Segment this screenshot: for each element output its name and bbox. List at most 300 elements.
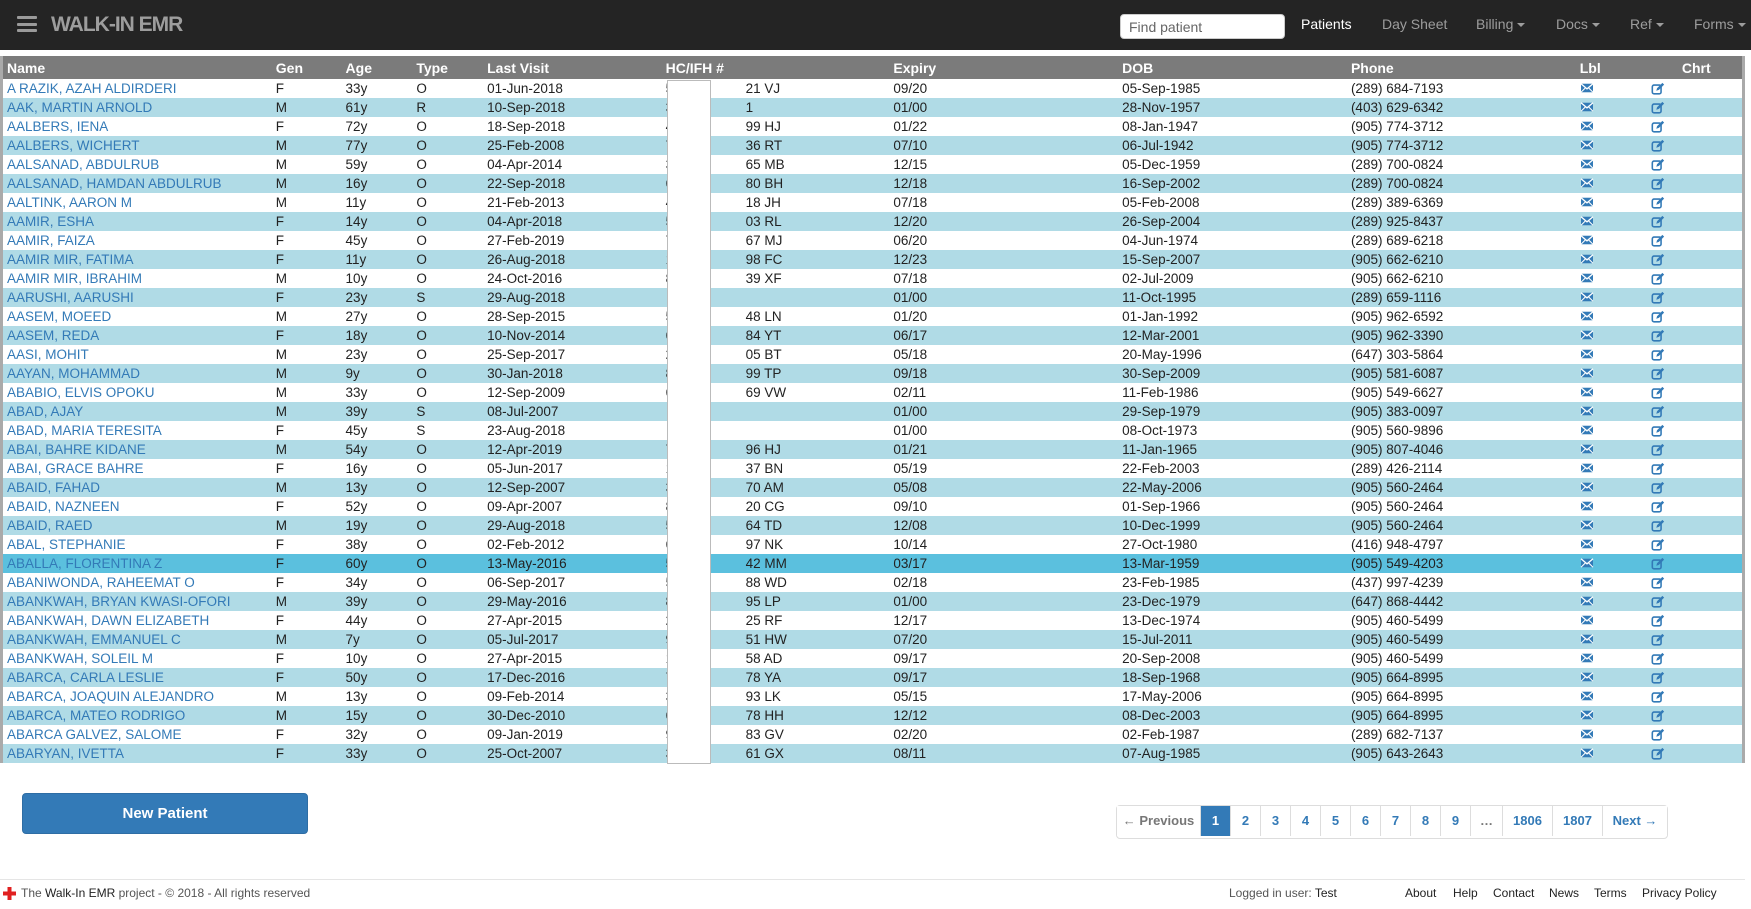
page-button[interactable]: 3: [1261, 806, 1291, 836]
page-button[interactable]: 4: [1291, 806, 1321, 836]
cell-name[interactable]: [3, 364, 272, 383]
patient-name-link[interactable]: ABABIO, ELVIS OPOKU: [7, 385, 155, 400]
page-button[interactable]: 5: [1321, 806, 1351, 836]
cell-dob: 07-Aug-1985: [1118, 744, 1347, 763]
cell-type: O: [412, 79, 483, 98]
cell-chrt: [1647, 250, 1743, 269]
patient-name-link[interactable]: ABAID, RAED: [7, 518, 93, 533]
page-button[interactable]: 1807: [1553, 806, 1603, 836]
edit-chart-icon[interactable]: [1651, 538, 1667, 552]
table-row[interactable]: [3, 744, 1742, 763]
hc-suffix: 95 LP: [745, 594, 781, 609]
table-row[interactable]: [3, 725, 1742, 744]
patient-name-link[interactable]: ABANKWAH, SOLEIL M: [7, 651, 154, 666]
cell-name[interactable]: [3, 573, 272, 592]
cell-age: 11y: [342, 250, 413, 269]
cell-phone: (289) 689-6218: [1347, 231, 1576, 250]
envelope-icon[interactable]: [1580, 310, 1596, 324]
cell-dob: 08-Jan-1947: [1118, 117, 1347, 136]
envelope-icon[interactable]: [1580, 633, 1596, 647]
envelope-icon[interactable]: [1580, 595, 1596, 609]
table-row[interactable]: [3, 573, 1742, 592]
envelope-icon[interactable]: [1580, 215, 1596, 229]
edit-chart-icon[interactable]: [1651, 405, 1667, 419]
edit-chart-icon[interactable]: [1651, 519, 1667, 533]
footer-copyright: The Walk-In EMR project - © 2018 - All rights reserved: [21, 886, 311, 900]
patient-name-link[interactable]: ABARCA GALVEZ, SALOME: [7, 727, 182, 742]
table-row[interactable]: [3, 98, 1742, 117]
edit-chart-icon[interactable]: [1651, 158, 1667, 172]
cell-expiry: 02/20: [889, 725, 1118, 744]
header-expiry[interactable]: Expiry: [889, 56, 1118, 79]
envelope-icon[interactable]: [1580, 272, 1596, 286]
patient-name-link[interactable]: ABANKWAH, EMMANUEL C: [7, 632, 181, 647]
cell-name[interactable]: [3, 402, 272, 421]
patient-name-link[interactable]: ABARYAN, IVETTA: [7, 746, 125, 761]
envelope-icon[interactable]: [1580, 139, 1596, 153]
cell-type: O: [412, 573, 483, 592]
cell-lbl: [1576, 155, 1647, 174]
next-page-button[interactable]: Next →: [1603, 806, 1667, 836]
table-row[interactable]: [3, 554, 1742, 573]
envelope-icon[interactable]: [1580, 671, 1596, 685]
cell-name[interactable]: [3, 155, 272, 174]
patient-name-link[interactable]: ABANKWAH, DAWN ELIZABETH: [7, 613, 210, 628]
edit-chart-icon[interactable]: [1651, 348, 1667, 362]
cell-phone: (289) 389-6369: [1347, 193, 1576, 212]
page-button[interactable]: 6: [1351, 806, 1381, 836]
cell-expiry: 10/14: [889, 535, 1118, 554]
nav-day-sheet[interactable]: Day Sheet: [1382, 16, 1448, 32]
footer-privacy-link[interactable]: Privacy Policy: [1642, 886, 1717, 900]
envelope-icon[interactable]: [1580, 519, 1596, 533]
envelope-icon[interactable]: [1580, 291, 1596, 305]
cell-gender: F: [272, 117, 342, 136]
cell-name[interactable]: [3, 535, 272, 554]
cell-type: O: [412, 516, 483, 535]
table-row[interactable]: [3, 345, 1742, 364]
cell-name[interactable]: [3, 478, 272, 497]
cell-name[interactable]: [3, 307, 272, 326]
cell-age: 23y: [342, 345, 413, 364]
table-row[interactable]: [3, 535, 1742, 554]
edit-chart-icon[interactable]: [1651, 557, 1667, 571]
envelope-icon[interactable]: [1580, 196, 1596, 210]
cell-age: 19y: [342, 516, 413, 535]
edit-chart-icon[interactable]: [1651, 177, 1667, 191]
cell-phone: (905) 560-2464: [1347, 497, 1576, 516]
patient-name-link[interactable]: ABARCA, JOAQUIN ALEJANDRO: [7, 689, 215, 704]
cell-expiry: 01/00: [889, 288, 1118, 307]
envelope-icon[interactable]: [1580, 709, 1596, 723]
table-row[interactable]: [3, 136, 1742, 155]
cell-name[interactable]: [3, 136, 272, 155]
envelope-icon[interactable]: [1580, 690, 1596, 704]
cell-type: O: [412, 345, 483, 364]
cell-phone: (905) 774-3712: [1347, 117, 1576, 136]
envelope-icon[interactable]: [1580, 253, 1596, 267]
table-row[interactable]: [3, 440, 1742, 459]
patient-name-link[interactable]: AASEM, REDA: [7, 328, 100, 343]
cell-chrt: [1647, 554, 1743, 573]
chevron-down-icon: [1738, 23, 1746, 27]
envelope-icon[interactable]: [1580, 329, 1596, 343]
table-row[interactable]: [3, 687, 1742, 706]
envelope-icon[interactable]: [1580, 82, 1596, 96]
table-row[interactable]: [3, 326, 1742, 345]
envelope-icon[interactable]: [1580, 158, 1596, 172]
envelope-icon[interactable]: [1580, 348, 1596, 362]
cell-name[interactable]: [3, 725, 272, 744]
nav-patients[interactable]: Patients: [1301, 16, 1352, 32]
cell-gender: F: [272, 326, 342, 345]
patient-name-link[interactable]: ABARCA, MATEO RODRIGO: [7, 708, 186, 723]
cell-gender: M: [272, 383, 342, 402]
cell-dob: 22-Feb-2003: [1118, 459, 1347, 478]
cell-age: 27y: [342, 307, 413, 326]
cell-name[interactable]: [3, 497, 272, 516]
patient-name-link[interactable]: AALTINK, AARON M: [7, 195, 133, 210]
edit-chart-icon[interactable]: [1651, 253, 1667, 267]
edit-chart-icon[interactable]: [1651, 329, 1667, 343]
cell-name[interactable]: [3, 79, 272, 98]
page-button[interactable]: 7: [1381, 806, 1411, 836]
cell-type: S: [412, 288, 483, 307]
patient-table: [3, 56, 1742, 763]
top-navbar: [0, 0, 1751, 50]
patient-name-link[interactable]: ABAD, AJAY: [7, 404, 84, 419]
cell-name[interactable]: [3, 706, 272, 725]
table-row[interactable]: [3, 288, 1742, 307]
table-row[interactable]: [3, 706, 1742, 725]
cell-type: O: [412, 497, 483, 516]
edit-chart-icon[interactable]: [1651, 576, 1667, 590]
patient-name-link[interactable]: A RAZIK, AZAH ALDIRDERI: [7, 81, 177, 96]
cell-dob: 02-Jul-2009: [1118, 269, 1347, 288]
patient-name-link[interactable]: ABAD, MARIA TERESITA: [7, 423, 162, 438]
cell-chrt: [1647, 706, 1743, 725]
envelope-icon[interactable]: [1580, 614, 1596, 628]
cell-name[interactable]: [3, 630, 272, 649]
cell-name[interactable]: [3, 744, 272, 763]
edit-chart-icon[interactable]: [1651, 652, 1667, 666]
patient-name-link[interactable]: AAMIR, FAIZA: [7, 233, 95, 248]
patient-name-link[interactable]: AAYAN, MOHAMMAD: [7, 366, 141, 381]
patient-name-link[interactable]: ABALLA, FLORENTINA Z: [7, 556, 163, 571]
cell-chrt: [1647, 573, 1743, 592]
page-button[interactable]: 9: [1441, 806, 1471, 836]
cell-gender: M: [272, 345, 342, 364]
edit-chart-icon[interactable]: [1651, 671, 1667, 685]
envelope-icon[interactable]: [1580, 500, 1596, 514]
cell-type: O: [412, 155, 483, 174]
cell-name[interactable]: [3, 117, 272, 136]
nav-ref[interactable]: Ref: [1630, 16, 1664, 32]
cell-name[interactable]: [3, 269, 272, 288]
cell-last-visit: 27-Feb-2019: [483, 231, 662, 250]
table-row[interactable]: [3, 649, 1742, 668]
chevron-down-icon: [1656, 23, 1664, 27]
patient-name-link[interactable]: ABAID, FAHAD: [7, 480, 101, 495]
cell-name[interactable]: [3, 345, 272, 364]
envelope-icon[interactable]: [1580, 747, 1596, 761]
header-last-visit[interactable]: Last Visit: [483, 56, 662, 79]
patient-name-link[interactable]: AARUSHI, AARUSHI: [7, 290, 134, 305]
envelope-icon[interactable]: [1580, 557, 1596, 571]
edit-chart-icon[interactable]: [1651, 614, 1667, 628]
cell-name[interactable]: [3, 649, 272, 668]
table-row[interactable]: [3, 79, 1742, 98]
patient-name-link[interactable]: ABAI, BAHRE KIDANE: [7, 442, 146, 457]
hc-suffix: 88 WD: [745, 575, 787, 590]
table-row[interactable]: [3, 193, 1742, 212]
page-button[interactable]: 1: [1201, 806, 1231, 836]
find-patient-input[interactable]: [1120, 14, 1285, 39]
table-row[interactable]: [3, 155, 1742, 174]
cell-phone: (403) 629-6342: [1347, 98, 1576, 117]
table-row[interactable]: [3, 630, 1742, 649]
cell-phone: (289) 426-2114: [1347, 459, 1576, 478]
cell-name[interactable]: [3, 212, 272, 231]
table-row[interactable]: [3, 421, 1742, 440]
edit-chart-icon[interactable]: [1651, 139, 1667, 153]
table-row[interactable]: [3, 212, 1742, 231]
cell-age: 7y: [342, 630, 413, 649]
envelope-icon[interactable]: [1580, 576, 1596, 590]
edit-chart-icon[interactable]: [1651, 196, 1667, 210]
footer-news-link[interactable]: News: [1549, 886, 1580, 900]
cell-last-visit: 08-Jul-2007: [483, 402, 662, 421]
header-hc[interactable]: HC/IFH #: [662, 56, 890, 79]
table-row[interactable]: [3, 250, 1742, 269]
brand-logo[interactable]: WALK-IN EMR: [51, 13, 183, 36]
cell-expiry: 06/20: [889, 231, 1118, 250]
new-patient-button[interactable]: New Patient: [22, 793, 308, 834]
edit-chart-icon[interactable]: [1651, 386, 1667, 400]
envelope-icon[interactable]: [1580, 101, 1596, 115]
table-row[interactable]: [3, 383, 1742, 402]
cell-name[interactable]: [3, 554, 272, 573]
header-gen[interactable]: Gen: [272, 56, 342, 79]
hc-suffix: 48 LN: [745, 309, 782, 324]
footer-about-link[interactable]: About: [1405, 886, 1437, 900]
edit-chart-icon[interactable]: [1651, 215, 1667, 229]
patient-name-link[interactable]: AAMIR MIR, IBRAHIM: [7, 271, 143, 286]
envelope-icon[interactable]: [1580, 177, 1596, 191]
patient-name-link[interactable]: AASI, MOHIT: [7, 347, 89, 362]
header-type[interactable]: Type: [412, 56, 483, 79]
edit-chart-icon[interactable]: [1651, 500, 1667, 514]
cell-expiry: 12/08: [889, 516, 1118, 535]
edit-chart-icon[interactable]: [1651, 481, 1667, 495]
header-phone[interactable]: Phone: [1347, 56, 1576, 79]
table-row[interactable]: [3, 364, 1742, 383]
cell-gender: M: [272, 630, 342, 649]
cell-type: O: [412, 668, 483, 687]
edit-chart-icon[interactable]: [1651, 595, 1667, 609]
edit-chart-icon[interactable]: [1651, 234, 1667, 248]
edit-chart-icon[interactable]: [1651, 367, 1667, 381]
page-button[interactable]: 2: [1231, 806, 1261, 836]
cell-type: O: [412, 231, 483, 250]
edit-chart-icon[interactable]: [1651, 120, 1667, 134]
prev-page-button[interactable]: ← Previous: [1117, 806, 1201, 836]
patient-name-link[interactable]: ABAID, NAZNEEN: [7, 499, 120, 514]
edit-chart-icon[interactable]: [1651, 291, 1667, 305]
envelope-icon[interactable]: [1580, 728, 1596, 742]
patient-name-link[interactable]: ABANIWONDA, RAHEEMAT O: [7, 575, 195, 590]
cell-last-visit: 27-Apr-2015: [483, 611, 662, 630]
patient-name-link[interactable]: ABANKWAH, BRYAN KWASI-OFORI: [7, 594, 231, 609]
cell-expiry: 12/23: [889, 250, 1118, 269]
cell-age: 52y: [342, 497, 413, 516]
cell-phone: (905) 662-6210: [1347, 250, 1576, 269]
cell-name[interactable]: [3, 250, 272, 269]
nav-docs[interactable]: Docs: [1556, 16, 1600, 32]
patient-name-link[interactable]: AALSANAD, ABDULRUB: [7, 157, 160, 172]
cell-name[interactable]: [3, 611, 272, 630]
patient-name-link[interactable]: AAMIR, ESHA: [7, 214, 95, 229]
table-row[interactable]: [3, 117, 1742, 136]
cell-gender: M: [272, 269, 342, 288]
edit-chart-icon[interactable]: [1651, 690, 1667, 704]
cell-phone: (905) 774-3712: [1347, 136, 1576, 155]
edit-chart-icon[interactable]: [1651, 709, 1667, 723]
cell-last-visit: 26-Aug-2018: [483, 250, 662, 269]
edit-chart-icon[interactable]: [1651, 443, 1667, 457]
menu-icon[interactable]: [17, 16, 37, 32]
envelope-icon[interactable]: [1580, 538, 1596, 552]
cell-name[interactable]: [3, 231, 272, 250]
nav-forms[interactable]: Forms: [1694, 16, 1746, 32]
cell-gender: M: [272, 193, 342, 212]
cell-chrt: [1647, 744, 1743, 763]
patient-name-link[interactable]: AALBERS, WICHERT: [7, 138, 140, 153]
header-dob[interactable]: DOB: [1118, 56, 1347, 79]
hc-suffix: 64 TD: [745, 518, 783, 533]
page-button[interactable]: 8: [1411, 806, 1441, 836]
cell-name[interactable]: [3, 193, 272, 212]
cell-lbl: [1576, 459, 1647, 478]
cell-age: 16y: [342, 459, 413, 478]
envelope-icon[interactable]: [1580, 120, 1596, 134]
edit-chart-icon[interactable]: [1651, 82, 1667, 96]
cell-name[interactable]: [3, 516, 272, 535]
table-row[interactable]: [3, 611, 1742, 630]
cell-lbl: [1576, 554, 1647, 573]
edit-chart-icon[interactable]: [1651, 101, 1667, 115]
table-row[interactable]: [3, 174, 1742, 193]
patient-name-link[interactable]: ABAL, STEPHANIE: [7, 537, 126, 552]
envelope-icon[interactable]: [1580, 443, 1596, 457]
edit-chart-icon[interactable]: [1651, 728, 1667, 742]
cell-phone: (289) 700-0824: [1347, 155, 1576, 174]
hc-suffix: 58 AD: [745, 651, 783, 666]
edit-chart-icon[interactable]: [1651, 462, 1667, 476]
cell-name[interactable]: [3, 668, 272, 687]
table-row[interactable]: [3, 269, 1742, 288]
hc-suffix: 61 GX: [745, 746, 784, 761]
cell-lbl: [1576, 174, 1647, 193]
envelope-icon[interactable]: [1580, 405, 1596, 419]
envelope-icon[interactable]: [1580, 424, 1596, 438]
table-row[interactable]: [3, 592, 1742, 611]
patient-name-link[interactable]: AASEM, MOEED: [7, 309, 112, 324]
cell-last-visit: 04-Apr-2014: [483, 155, 662, 174]
cell-dob: 27-Oct-1980: [1118, 535, 1347, 554]
cell-lbl: [1576, 687, 1647, 706]
cell-phone: (647) 303-5864: [1347, 345, 1576, 364]
cell-name[interactable]: [3, 383, 272, 402]
patient-name-link[interactable]: AALSANAD, HAMDAN ABDULRUB: [7, 176, 222, 191]
footer-contact-link[interactable]: Contact: [1493, 886, 1535, 900]
cell-age: 33y: [342, 744, 413, 763]
edit-chart-icon[interactable]: [1651, 424, 1667, 438]
edit-chart-icon[interactable]: [1651, 272, 1667, 286]
patient-name-link[interactable]: AALBERS, IENA: [7, 119, 109, 134]
patient-name-link[interactable]: ABARCA, CARLA LESLIE: [7, 670, 164, 685]
patient-name-link[interactable]: AAMIR MIR, FATIMA: [7, 252, 134, 267]
edit-chart-icon[interactable]: [1651, 310, 1667, 324]
table-row[interactable]: [3, 459, 1742, 478]
cell-name[interactable]: [3, 174, 272, 193]
cell-name[interactable]: [3, 592, 272, 611]
cell-name[interactable]: [3, 687, 272, 706]
table-row[interactable]: [3, 668, 1742, 687]
cell-name[interactable]: [3, 459, 272, 478]
envelope-icon[interactable]: [1580, 652, 1596, 666]
cell-phone: (416) 948-4797: [1347, 535, 1576, 554]
envelope-icon[interactable]: [1580, 481, 1596, 495]
edit-chart-icon[interactable]: [1651, 747, 1667, 761]
cell-last-visit: 24-Oct-2016: [483, 269, 662, 288]
patient-name-link[interactable]: ABAI, GRACE BAHRE: [7, 461, 144, 476]
header-name[interactable]: Name: [3, 56, 272, 79]
cell-name[interactable]: [3, 440, 272, 459]
cell-lbl: [1576, 706, 1647, 725]
footer-help-link[interactable]: Help: [1453, 886, 1478, 900]
hc-suffix: 97 NK: [745, 537, 784, 552]
page-button[interactable]: 1806: [1503, 806, 1553, 836]
cell-name[interactable]: [3, 326, 272, 345]
cell-type: O: [412, 117, 483, 136]
nav-billing[interactable]: Billing: [1476, 16, 1525, 32]
edit-chart-icon[interactable]: [1651, 633, 1667, 647]
table-row[interactable]: [3, 231, 1742, 250]
table-row[interactable]: [3, 478, 1742, 497]
cell-name[interactable]: [3, 288, 272, 307]
table-row[interactable]: [3, 402, 1742, 421]
envelope-icon[interactable]: [1580, 386, 1596, 400]
patient-name-link[interactable]: AAK, MARTIN ARNOLD: [7, 100, 153, 115]
envelope-icon[interactable]: [1580, 462, 1596, 476]
cell-expiry: 01/00: [889, 592, 1118, 611]
hc-suffix: 18 JH: [745, 195, 781, 210]
header-age[interactable]: Age: [342, 56, 413, 79]
cell-last-visit: 13-May-2016: [483, 554, 662, 573]
footer-terms-link[interactable]: Terms: [1594, 886, 1627, 900]
cell-name[interactable]: [3, 421, 272, 440]
envelope-icon[interactable]: [1580, 234, 1596, 248]
table-row[interactable]: [3, 516, 1742, 535]
cell-dob: 15-Jul-2011: [1118, 630, 1347, 649]
cell-name[interactable]: [3, 98, 272, 117]
table-row[interactable]: [3, 497, 1742, 516]
envelope-icon[interactable]: [1580, 367, 1596, 381]
table-row[interactable]: [3, 307, 1742, 326]
cell-phone: (289) 925-8437: [1347, 212, 1576, 231]
cell-age: 15y: [342, 706, 413, 725]
